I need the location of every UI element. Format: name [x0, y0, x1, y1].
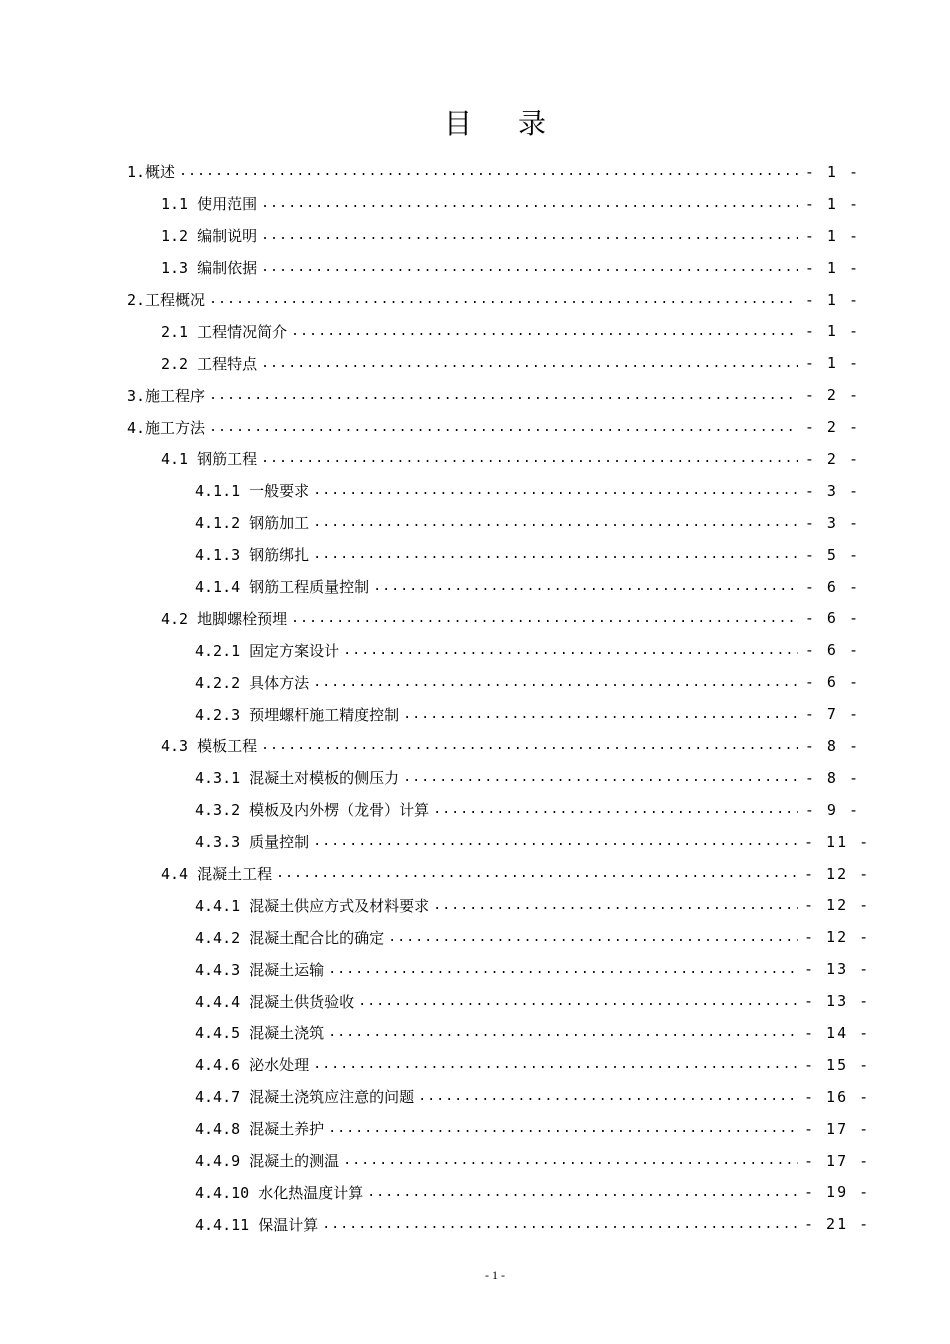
toc-entry[interactable] [0, 634, 950, 666]
toc-leader-dots [403, 771, 798, 784]
toc-entry-page: - 8 - [804, 736, 860, 755]
toc-entry[interactable] [0, 156, 950, 188]
toc-entry[interactable] [0, 1145, 950, 1177]
toc-entry[interactable] [0, 1049, 950, 1081]
toc-entry-page: - 12 - [804, 864, 871, 883]
toc-entry-label: 2.2 工程特点 [161, 354, 258, 373]
toc-leader-dots [433, 899, 798, 912]
toc-entry-page: - 13 - [804, 992, 871, 1011]
toc-leader-dots [313, 1058, 798, 1071]
toc-entry-page: - 1 - [804, 258, 860, 277]
toc-leader-dots [328, 1122, 798, 1135]
toc-entry-page: - 19 - [804, 1183, 871, 1202]
toc-leader-dots [313, 676, 798, 689]
toc-entry[interactable] [0, 730, 950, 762]
toc-entry-page: - 17 - [804, 1119, 871, 1138]
toc-entry-label: 1.2 编制说明 [161, 227, 258, 246]
toc-leader-dots [276, 867, 798, 880]
toc-entry-page: - 16 - [804, 1087, 871, 1106]
toc-entry-page: - 11 - [804, 832, 871, 851]
toc-entry[interactable] [0, 666, 950, 698]
toc-entry-label: 4.4.1 混凝土供应方式及材料要求 [195, 896, 430, 915]
toc-entry[interactable] [0, 921, 950, 953]
toc-entry-page: - 12 - [804, 896, 871, 915]
toc-entry-label: 4.4.8 混凝土养护 [195, 1120, 325, 1139]
toc-entry[interactable] [0, 826, 950, 858]
toc-entry-label: 4.1.2 钢筋加工 [195, 514, 310, 533]
toc-entry-label: 1.概述 [127, 163, 176, 182]
toc-entry[interactable] [0, 1017, 950, 1049]
toc-leader-dots [261, 452, 798, 465]
toc-entry[interactable] [0, 698, 950, 730]
toc-entry-label: 4.4.11 保温计算 [195, 1215, 319, 1234]
toc-entry-page: - 15 - [804, 1055, 871, 1074]
title-char-1: 目 [443, 107, 472, 140]
toc-entry[interactable] [0, 571, 950, 603]
toc-entry-label: 2.工程概况 [127, 291, 206, 309]
toc-entry-page: - 2 - [804, 418, 860, 437]
toc-entry-label: 4.3 模板工程 [161, 737, 258, 756]
toc-leader-dots [322, 1218, 798, 1231]
toc-entry-page: - 1 - [804, 322, 860, 341]
toc-entry-label: 4.2.1 固定方案设计 [195, 641, 340, 660]
table-of-contents [0, 156, 950, 1240]
toc-leader-dots [358, 995, 798, 1008]
toc-leader-dots [209, 389, 798, 402]
toc-entry-page: - 8 - [804, 768, 860, 787]
toc-leader-dots [313, 548, 798, 561]
toc-entry[interactable] [0, 443, 950, 475]
toc-entry[interactable] [0, 507, 950, 539]
toc-leader-dots [328, 963, 798, 976]
toc-entry-label: 2.1 工程情况简介 [161, 322, 288, 341]
toc-entry-page: - 17 - [804, 1151, 871, 1170]
toc-leader-dots [209, 293, 798, 306]
toc-entry-label: 4.2 地脚螺栓预埋 [161, 609, 288, 628]
toc-entry-page: - 1 - [804, 354, 860, 373]
toc-leader-dots [179, 165, 798, 178]
toc-entry-label: 4.1.3 钢筋绑扎 [195, 546, 310, 565]
toc-entry-page: - 5 - [804, 545, 860, 564]
toc-entry-label: 4.1.1 一般要求 [195, 482, 310, 501]
toc-leader-dots [291, 612, 798, 625]
toc-entry-page: - 7 - [804, 705, 860, 724]
toc-entry[interactable] [0, 1081, 950, 1113]
toc-leader-dots [209, 421, 798, 434]
toc-entry-page: - 2 - [804, 449, 860, 468]
toc-leader-dots [261, 357, 798, 370]
toc-leader-dots [373, 580, 798, 593]
toc-leader-dots [343, 644, 798, 657]
toc-entry-label: 4.施工方法 [127, 418, 206, 437]
toc-leader-dots [313, 835, 798, 848]
toc-entry[interactable] [0, 1113, 950, 1145]
toc-entry-label: 4.4.4 混凝土供货验收 [195, 992, 355, 1011]
toc-leader-dots [261, 197, 798, 210]
toc-entry-label: 4.1.4 钢筋工程质量控制 [195, 578, 370, 597]
toc-entry-label: 4.4.7 混凝土浇筑应注意的问题 [195, 1088, 415, 1107]
toc-entry-label: 1.1 使用范围 [161, 195, 258, 214]
toc-entry-page: - 13 - [804, 960, 871, 979]
toc-entry[interactable] [0, 411, 950, 443]
toc-entry-label: 4.4.3 混凝土运输 [195, 960, 325, 979]
toc-leader-dots [367, 1186, 798, 1199]
toc-entry-label: 4.4.5 混凝土浇筑 [195, 1024, 325, 1043]
toc-entry-page: - 6 - [804, 577, 860, 596]
toc-leader-dots [418, 1090, 798, 1103]
toc-entry[interactable] [0, 794, 950, 826]
toc-entry-page: - 9 - [804, 800, 860, 819]
toc-entry-label: 1.3 编制依据 [161, 259, 258, 278]
toc-entry-page: - 6 - [804, 609, 860, 628]
title-char-2: 录 [518, 107, 547, 140]
toc-entry-page: - 1 - [804, 162, 860, 181]
toc-entry-page: - 1 - [804, 226, 860, 245]
toc-leader-dots [291, 325, 798, 338]
toc-entry-label: 4.3.3 质量控制 [195, 833, 310, 852]
toc-leader-dots [313, 516, 798, 529]
toc-entry[interactable] [0, 539, 950, 571]
toc-entry-page: - 12 - [804, 928, 871, 947]
toc-entry-label: 4.4.10 水化热温度计算 [195, 1183, 364, 1202]
toc-entry[interactable] [0, 889, 950, 921]
toc-leader-dots [328, 1026, 798, 1039]
toc-entry-label: 4.1 钢筋工程 [161, 450, 258, 469]
toc-entry[interactable] [0, 602, 950, 634]
toc-entry[interactable] [0, 220, 950, 252]
toc-entry-page: - 1 - [804, 194, 860, 213]
toc-leader-dots [261, 261, 798, 274]
toc-entry[interactable] [0, 858, 950, 890]
toc-entry[interactable] [0, 188, 950, 220]
page-title [0, 102, 950, 142]
toc-leader-dots [261, 229, 798, 242]
toc-entry[interactable] [0, 762, 950, 794]
footer-page-number: - 1 - [485, 1268, 505, 1282]
toc-entry[interactable] [0, 1208, 950, 1240]
toc-entry[interactable] [0, 1177, 950, 1209]
toc-leader-dots [403, 708, 798, 721]
toc-entry-page: - 3 - [804, 513, 860, 532]
toc-entry-label: 4.4.9 混凝土的测温 [195, 1152, 340, 1171]
toc-entry-page: - 6 - [804, 673, 860, 692]
toc-entry[interactable] [0, 284, 950, 316]
toc-entry-label: 4.3.1 混凝土对模板的侧压力 [195, 769, 400, 788]
toc-entry-label: 3.施工程序 [127, 386, 206, 405]
toc-entry-page: - 6 - [804, 641, 860, 660]
toc-entry-label: 4.4.2 混凝土配合比的确定 [195, 928, 385, 947]
toc-leader-dots [388, 931, 798, 944]
toc-entry-page: - 21 - [804, 1215, 871, 1234]
toc-entry[interactable] [0, 252, 950, 284]
toc-entry[interactable] [0, 985, 950, 1017]
toc-entry[interactable] [0, 315, 950, 347]
toc-entry-label: 4.4 混凝土工程 [161, 865, 273, 884]
toc-entry-label: 4.4.6 泌水处理 [195, 1056, 310, 1075]
toc-entry[interactable] [0, 953, 950, 985]
toc-entry-page: - 1 - [804, 290, 860, 309]
toc-leader-dots [261, 739, 798, 752]
toc-leader-dots [313, 484, 798, 497]
toc-entry-page: - 2 - [804, 386, 860, 405]
toc-entry-label: 4.3.2 模板及内外楞（龙骨）计算 [195, 801, 430, 820]
toc-leader-dots [343, 1154, 798, 1167]
toc-entry[interactable] [0, 347, 950, 379]
toc-entry-page: - 14 - [804, 1023, 871, 1042]
toc-entry-page: - 3 - [804, 481, 860, 500]
toc-entry-label: 4.2.3 预埋螺杆施工精度控制 [195, 705, 400, 724]
toc-leader-dots [433, 803, 798, 816]
toc-entry-label: 4.2.2 具体方法 [195, 673, 310, 692]
toc-entry[interactable] [0, 475, 950, 507]
toc-entry[interactable] [0, 379, 950, 411]
